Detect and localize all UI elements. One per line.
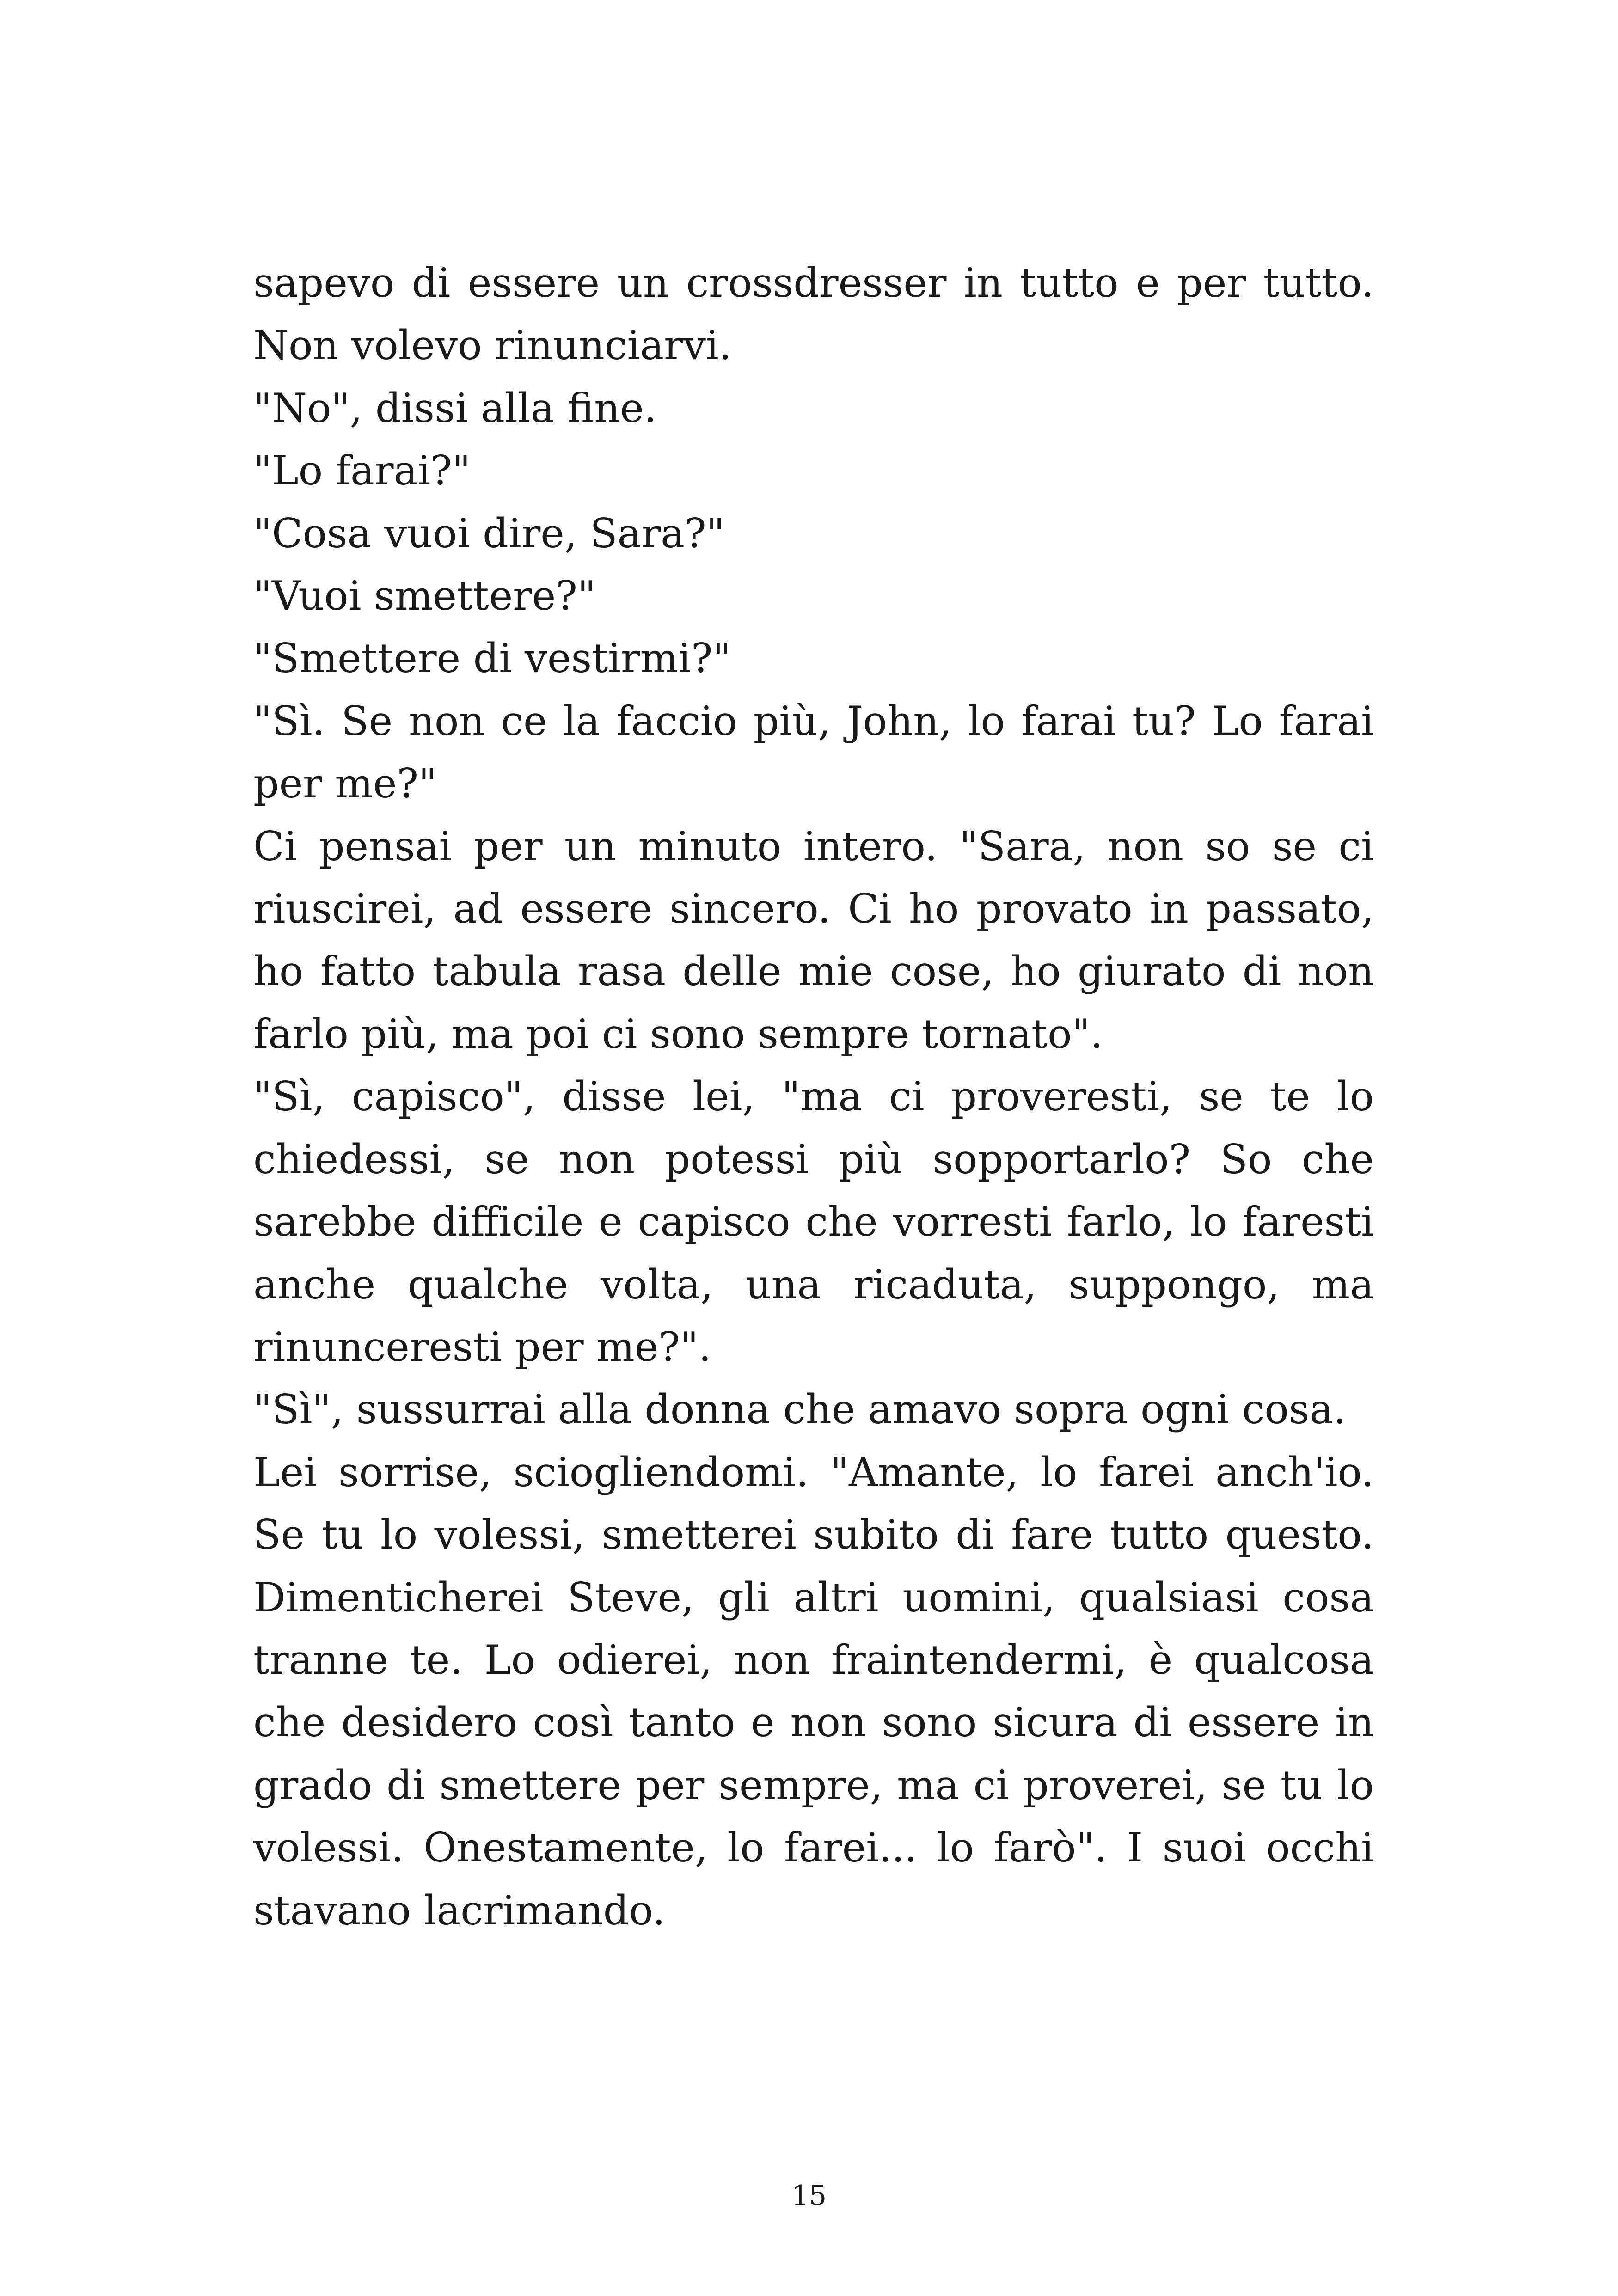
paragraph: "Sì", sussurrai alla donna che amavo sopra ogni cosa. — [253, 1386, 1346, 1433]
paragraph: "Lo farai?" — [253, 447, 471, 495]
paragraph: sapevo di essere un crossdresser in tutto e per tutto. Non volevo rinunciarvi. — [253, 259, 1374, 369]
paragraph: Lei sorrise, sciogliendomi. "Amante, lo farei anch'io. Se tu lo volessi, smetterei subito di fare tutto questo. Dimenticherei Steve, gli altri uomini, qualsiasi cosa tranne te. Lo odierei, non fraintendermi, è qualcosa che desidero così tanto e non sono sicura di essere in grado di smettere per sempre, ma ci proverei, se tu lo volessi. Onestamente, lo farei... lo farò". I suoi occhi stavano lacrimando. — [253, 1448, 1374, 1934]
paragraph: "Smettere di vestirmi?" — [253, 635, 731, 682]
paragraph: "No", dissi alla fine. — [253, 384, 657, 432]
page-number: 15 — [791, 2180, 827, 2212]
paragraph: "Sì. Se non ce la faccio più, John, lo farai tu? Lo farai per me?" — [253, 697, 1374, 808]
paragraph: "Vuoi smettere?" — [253, 572, 596, 620]
paragraph: "Cosa vuoi dire, Sara?" — [253, 509, 725, 557]
body-text — [253, 252, 1374, 1942]
paragraph: "Sì, capisco", disse lei, "ma ci proveresti, se te lo chiedessi, se non potessi più sopportarlo? So che sarebbe difficile e capisco che vorresti farlo, lo faresti anche qualche volta, una ricaduta, suppongo, ma rinunceresti per me?". — [253, 1073, 1374, 1371]
paragraph: Ci pensai per un minuto intero. "Sara, non so se ci riuscirei, ad essere sincero. Ci ho provato in passato, ho fatto tabula rasa delle mie cose, ho giurato di non farlo più, ma poi ci sono sempre tornato". — [253, 822, 1374, 1058]
